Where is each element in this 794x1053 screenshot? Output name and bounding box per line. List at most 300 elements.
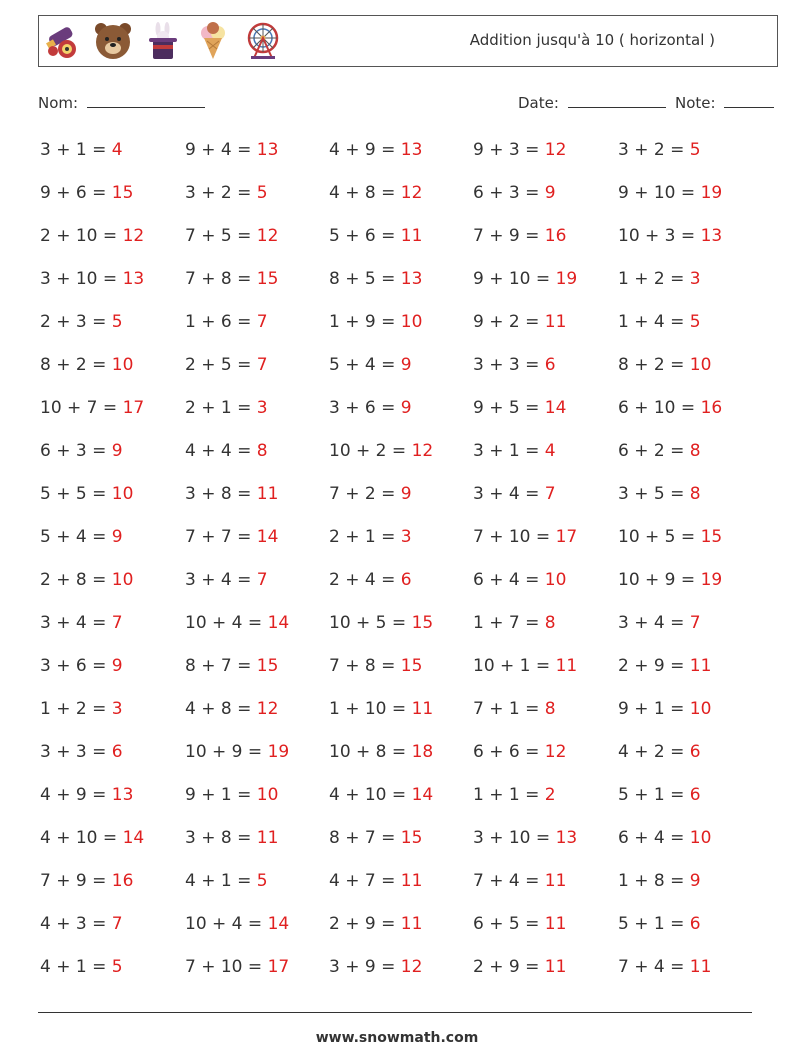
problem-answer: 10 bbox=[689, 355, 712, 375]
problem-row bbox=[40, 355, 780, 398]
problem-row bbox=[40, 441, 780, 484]
problem-expression: 10 + 5 = bbox=[618, 527, 701, 547]
problem-expression: 10 + 3 = bbox=[618, 226, 701, 246]
problem-expression: 9 + 1 = bbox=[185, 785, 257, 805]
problem-answer: 11 bbox=[411, 699, 434, 719]
problem-expression: 9 + 10 = bbox=[618, 183, 701, 203]
problem-item bbox=[473, 613, 556, 633]
problem-item bbox=[40, 355, 133, 375]
problem-expression: 8 + 7 = bbox=[329, 828, 401, 848]
problem-expression: 7 + 8 = bbox=[329, 656, 401, 676]
problem-item bbox=[473, 527, 577, 547]
problem-expression: 9 + 2 = bbox=[473, 312, 545, 332]
problem-answer: 13 bbox=[111, 785, 134, 805]
problem-expression: 1 + 10 = bbox=[329, 699, 412, 719]
problem-item bbox=[618, 656, 711, 676]
problem-answer: 7 bbox=[111, 914, 123, 934]
problem-expression: 10 + 1 = bbox=[473, 656, 556, 676]
problem-item bbox=[329, 785, 433, 805]
problem-answer: 10 bbox=[689, 828, 712, 848]
problem-answer: 8 bbox=[256, 441, 268, 461]
problem-expression: 4 + 10 = bbox=[329, 785, 412, 805]
problem-answer: 15 bbox=[111, 183, 134, 203]
problem-answer: 10 bbox=[256, 785, 279, 805]
problem-item bbox=[473, 226, 566, 246]
problem-answer: 19 bbox=[267, 742, 290, 762]
problem-item bbox=[618, 183, 722, 203]
problem-row bbox=[40, 183, 780, 226]
problem-row bbox=[40, 656, 780, 699]
problem-item bbox=[40, 484, 133, 504]
problem-answer: 11 bbox=[689, 957, 712, 977]
problem-item bbox=[40, 656, 123, 676]
problem-expression: 9 + 10 = bbox=[473, 269, 556, 289]
problem-item bbox=[185, 570, 268, 590]
problem-expression: 7 + 1 = bbox=[473, 699, 545, 719]
problem-answer: 5 bbox=[256, 871, 268, 891]
problem-answer: 12 bbox=[256, 699, 279, 719]
problem-answer: 2 bbox=[544, 785, 556, 805]
problem-answer: 11 bbox=[544, 312, 567, 332]
problem-item bbox=[329, 312, 422, 332]
problem-item bbox=[473, 355, 556, 375]
footer-divider bbox=[38, 1012, 752, 1013]
problem-row bbox=[40, 742, 780, 785]
problem-answer: 7 bbox=[689, 613, 701, 633]
problem-expression: 7 + 9 = bbox=[40, 871, 112, 891]
problem-item bbox=[185, 183, 268, 203]
problem-answer: 6 bbox=[400, 570, 412, 590]
problem-expression: 1 + 2 = bbox=[618, 269, 690, 289]
problem-item bbox=[185, 914, 289, 934]
problem-expression: 7 + 10 = bbox=[473, 527, 556, 547]
problem-item bbox=[40, 269, 144, 289]
problem-expression: 1 + 7 = bbox=[473, 613, 545, 633]
problem-item bbox=[618, 355, 711, 375]
problem-answer: 9 bbox=[111, 441, 123, 461]
problem-expression: 7 + 8 = bbox=[185, 269, 257, 289]
problem-item bbox=[473, 871, 566, 891]
problem-expression: 3 + 3 = bbox=[40, 742, 112, 762]
problem-item bbox=[329, 742, 433, 762]
ferris-wheel-icon bbox=[243, 21, 283, 61]
problem-expression: 7 + 10 = bbox=[185, 957, 268, 977]
problem-item bbox=[329, 570, 412, 590]
problem-expression: 6 + 3 = bbox=[40, 441, 112, 461]
problem-expression: 1 + 6 = bbox=[185, 312, 257, 332]
problem-answer: 3 bbox=[256, 398, 268, 418]
problem-expression: 5 + 4 = bbox=[40, 527, 112, 547]
problem-item bbox=[618, 398, 722, 418]
problem-expression: 8 + 2 = bbox=[40, 355, 112, 375]
problem-answer: 11 bbox=[256, 484, 279, 504]
problem-item bbox=[329, 484, 412, 504]
problem-expression: 6 + 10 = bbox=[618, 398, 701, 418]
problem-answer: 8 bbox=[689, 441, 701, 461]
footer-website: www.snowmath.com bbox=[315, 1030, 479, 1046]
problem-item bbox=[329, 398, 412, 418]
problem-item bbox=[618, 312, 701, 332]
problem-item bbox=[40, 312, 123, 332]
problem-item bbox=[473, 656, 577, 676]
problem-answer: 11 bbox=[555, 656, 578, 676]
problem-row bbox=[40, 785, 780, 828]
problem-row bbox=[40, 699, 780, 742]
problem-answer: 5 bbox=[111, 312, 123, 332]
problem-expression: 3 + 3 = bbox=[473, 355, 545, 375]
problem-item bbox=[185, 398, 268, 418]
problem-expression: 2 + 9 = bbox=[329, 914, 401, 934]
date-field[interactable] bbox=[518, 93, 666, 112]
problem-answer: 15 bbox=[256, 656, 279, 676]
problem-answer: 9 bbox=[400, 484, 412, 504]
problem-item bbox=[618, 742, 701, 762]
problem-expression: 7 + 7 = bbox=[185, 527, 257, 547]
problem-expression: 3 + 10 = bbox=[473, 828, 556, 848]
problem-expression: 3 + 8 = bbox=[185, 484, 257, 504]
problem-item bbox=[329, 699, 433, 719]
problem-expression: 3 + 4 = bbox=[473, 484, 545, 504]
problem-answer: 14 bbox=[122, 828, 145, 848]
problem-expression: 3 + 6 = bbox=[329, 398, 401, 418]
problem-expression: 7 + 9 = bbox=[473, 226, 545, 246]
problem-item bbox=[473, 742, 566, 762]
problem-answer: 11 bbox=[544, 871, 567, 891]
problem-item bbox=[40, 226, 144, 246]
problem-expression: 9 + 6 = bbox=[40, 183, 112, 203]
problem-expression: 9 + 1 = bbox=[618, 699, 690, 719]
problem-item bbox=[473, 398, 566, 418]
note-label: Note: bbox=[675, 94, 716, 112]
problem-expression: 10 + 4 = bbox=[185, 613, 268, 633]
problem-item bbox=[185, 871, 268, 891]
problem-expression: 8 + 7 = bbox=[185, 656, 257, 676]
problem-answer: 12 bbox=[400, 183, 423, 203]
problem-answer: 9 bbox=[111, 656, 123, 676]
note-blank[interactable] bbox=[724, 93, 774, 108]
problem-item bbox=[40, 785, 133, 805]
problem-expression: 3 + 6 = bbox=[40, 656, 112, 676]
problem-answer: 7 bbox=[256, 312, 268, 332]
problem-row bbox=[40, 828, 780, 871]
problem-answer: 10 bbox=[111, 484, 134, 504]
problem-item bbox=[473, 140, 566, 160]
problem-item bbox=[618, 785, 701, 805]
problem-item bbox=[618, 871, 701, 891]
problem-answer: 15 bbox=[411, 613, 434, 633]
problem-answer: 3 bbox=[111, 699, 123, 719]
problem-expression: 5 + 1 = bbox=[618, 914, 690, 934]
problem-answer: 6 bbox=[111, 742, 123, 762]
problem-item bbox=[40, 613, 123, 633]
problem-answer: 12 bbox=[122, 226, 145, 246]
problem-expression: 4 + 4 = bbox=[185, 441, 257, 461]
problem-answer: 13 bbox=[256, 140, 279, 160]
problem-answer: 4 bbox=[544, 441, 556, 461]
problem-row bbox=[40, 957, 780, 1000]
problem-answer: 16 bbox=[700, 398, 723, 418]
problem-item bbox=[40, 914, 123, 934]
problem-item bbox=[329, 613, 433, 633]
problem-item bbox=[185, 656, 278, 676]
name-field[interactable] bbox=[38, 93, 205, 112]
problem-expression: 4 + 2 = bbox=[618, 742, 690, 762]
problem-answer: 12 bbox=[544, 140, 567, 160]
date-label: Date: bbox=[518, 94, 559, 112]
problem-answer: 13 bbox=[400, 269, 423, 289]
problem-expression: 3 + 9 = bbox=[329, 957, 401, 977]
problem-item bbox=[618, 957, 711, 977]
problem-answer: 5 bbox=[689, 140, 701, 160]
problem-item bbox=[40, 398, 144, 418]
problem-item bbox=[473, 269, 577, 289]
problem-answer: 14 bbox=[411, 785, 434, 805]
problem-expression: 4 + 8 = bbox=[329, 183, 401, 203]
problem-expression: 1 + 8 = bbox=[618, 871, 690, 891]
problem-expression: 2 + 4 = bbox=[329, 570, 401, 590]
problem-answer: 7 bbox=[544, 484, 556, 504]
problem-answer: 10 bbox=[544, 570, 567, 590]
problem-expression: 6 + 6 = bbox=[473, 742, 545, 762]
problem-expression: 3 + 5 = bbox=[618, 484, 690, 504]
problem-answer: 13 bbox=[555, 828, 578, 848]
magic-hat-icon bbox=[143, 21, 183, 61]
problem-expression: 7 + 5 = bbox=[185, 226, 257, 246]
problem-answer: 12 bbox=[544, 742, 567, 762]
problem-row bbox=[40, 484, 780, 527]
problem-answer: 6 bbox=[689, 914, 701, 934]
problem-answer: 13 bbox=[122, 269, 145, 289]
problem-item bbox=[473, 441, 556, 461]
problem-answer: 5 bbox=[256, 183, 268, 203]
problem-answer: 19 bbox=[700, 570, 723, 590]
problem-item bbox=[618, 226, 722, 246]
problem-answer: 9 bbox=[111, 527, 123, 547]
problem-row bbox=[40, 140, 780, 183]
problem-expression: 1 + 1 = bbox=[473, 785, 545, 805]
problem-item bbox=[40, 828, 144, 848]
problem-expression: 1 + 9 = bbox=[329, 312, 401, 332]
problem-item bbox=[618, 570, 722, 590]
problem-expression: 3 + 2 = bbox=[185, 183, 257, 203]
problem-item bbox=[40, 140, 123, 160]
problem-expression: 2 + 5 = bbox=[185, 355, 257, 375]
problem-expression: 6 + 2 = bbox=[618, 441, 690, 461]
problem-item bbox=[329, 871, 422, 891]
problem-expression: 7 + 4 = bbox=[618, 957, 690, 977]
problem-expression: 2 + 1 = bbox=[329, 527, 401, 547]
note-field[interactable] bbox=[675, 93, 774, 112]
problem-answer: 6 bbox=[689, 785, 701, 805]
problem-item bbox=[185, 742, 289, 762]
problem-item bbox=[40, 441, 123, 461]
problem-answer: 14 bbox=[267, 613, 290, 633]
problem-expression: 10 + 7 = bbox=[40, 398, 123, 418]
problem-expression: 3 + 4 = bbox=[40, 613, 112, 633]
problem-row bbox=[40, 269, 780, 312]
problem-item bbox=[618, 527, 722, 547]
problem-expression: 9 + 5 = bbox=[473, 398, 545, 418]
problem-expression: 3 + 8 = bbox=[185, 828, 257, 848]
problem-answer: 9 bbox=[400, 355, 412, 375]
problem-row bbox=[40, 613, 780, 656]
problem-expression: 1 + 4 = bbox=[618, 312, 690, 332]
problem-answer: 18 bbox=[411, 742, 434, 762]
problem-row bbox=[40, 570, 780, 613]
problem-item bbox=[40, 527, 123, 547]
problem-item bbox=[473, 785, 556, 805]
ice-cream-icon bbox=[193, 21, 233, 61]
problem-expression: 10 + 2 = bbox=[329, 441, 412, 461]
problem-answer: 9 bbox=[400, 398, 412, 418]
problem-expression: 3 + 4 = bbox=[185, 570, 257, 590]
problem-item bbox=[185, 957, 289, 977]
problem-expression: 9 + 3 = bbox=[473, 140, 545, 160]
worksheet-title: Addition jusqu'à 10 ( horizontal ) bbox=[469, 31, 715, 49]
problem-answer: 13 bbox=[400, 140, 423, 160]
problem-expression: 2 + 9 = bbox=[473, 957, 545, 977]
problem-row bbox=[40, 871, 780, 914]
problem-answer: 8 bbox=[544, 699, 556, 719]
problem-item bbox=[185, 613, 289, 633]
problem-answer: 11 bbox=[689, 656, 712, 676]
problem-item bbox=[40, 742, 123, 762]
problem-answer: 19 bbox=[700, 183, 723, 203]
problem-expression: 6 + 4 = bbox=[618, 828, 690, 848]
problem-expression: 5 + 1 = bbox=[618, 785, 690, 805]
problem-answer: 6 bbox=[544, 355, 556, 375]
problem-item bbox=[618, 828, 711, 848]
problem-item bbox=[473, 914, 566, 934]
problem-answer: 8 bbox=[544, 613, 556, 633]
problem-expression: 6 + 5 = bbox=[473, 914, 545, 934]
problem-expression: 4 + 3 = bbox=[40, 914, 112, 934]
problem-expression: 4 + 10 = bbox=[40, 828, 123, 848]
problem-answer: 11 bbox=[544, 957, 567, 977]
problem-answer: 10 bbox=[689, 699, 712, 719]
problem-row bbox=[40, 226, 780, 269]
problem-answer: 11 bbox=[400, 914, 423, 934]
problem-expression: 10 + 4 = bbox=[185, 914, 268, 934]
problem-answer: 11 bbox=[256, 828, 279, 848]
problem-expression: 4 + 7 = bbox=[329, 871, 401, 891]
header-icons bbox=[43, 21, 283, 61]
problem-answer: 15 bbox=[400, 828, 423, 848]
problem-answer: 8 bbox=[689, 484, 701, 504]
problem-expression: 4 + 9 = bbox=[329, 140, 401, 160]
problem-answer: 11 bbox=[400, 226, 423, 246]
problem-answer: 14 bbox=[256, 527, 279, 547]
problem-item bbox=[185, 140, 278, 160]
problem-item bbox=[185, 484, 278, 504]
problem-expression: 3 + 1 = bbox=[40, 140, 112, 160]
problem-item bbox=[618, 613, 701, 633]
problem-expression: 3 + 1 = bbox=[473, 441, 545, 461]
problem-answer: 12 bbox=[411, 441, 434, 461]
problem-answer: 17 bbox=[122, 398, 145, 418]
problem-expression: 2 + 9 = bbox=[618, 656, 690, 676]
problem-expression: 7 + 4 = bbox=[473, 871, 545, 891]
problem-item bbox=[618, 269, 701, 289]
problem-expression: 4 + 1 = bbox=[40, 957, 112, 977]
problem-answer: 14 bbox=[267, 914, 290, 934]
problem-item bbox=[40, 699, 123, 719]
problem-expression: 8 + 5 = bbox=[329, 269, 401, 289]
problem-answer: 5 bbox=[689, 312, 701, 332]
problem-expression: 4 + 8 = bbox=[185, 699, 257, 719]
worksheet-header bbox=[38, 15, 778, 67]
problem-item bbox=[473, 570, 566, 590]
problem-expression: 10 + 8 = bbox=[329, 742, 412, 762]
problem-answer: 11 bbox=[544, 914, 567, 934]
problem-item bbox=[40, 871, 133, 891]
problem-answer: 12 bbox=[256, 226, 279, 246]
problem-answer: 15 bbox=[700, 527, 723, 547]
problem-answer: 9 bbox=[689, 871, 701, 891]
name-blank[interactable] bbox=[87, 93, 205, 108]
problem-expression: 2 + 3 = bbox=[40, 312, 112, 332]
problem-item bbox=[185, 355, 268, 375]
problem-expression: 1 + 2 = bbox=[40, 699, 112, 719]
problem-answer: 10 bbox=[111, 355, 134, 375]
problem-answer: 15 bbox=[400, 656, 423, 676]
problem-expression: 3 + 4 = bbox=[618, 613, 690, 633]
bear-icon bbox=[93, 21, 133, 61]
problem-item bbox=[618, 484, 701, 504]
problem-item bbox=[473, 183, 556, 203]
problem-expression: 5 + 6 = bbox=[329, 226, 401, 246]
problem-item bbox=[329, 183, 422, 203]
problem-expression: 2 + 10 = bbox=[40, 226, 123, 246]
problem-item bbox=[329, 355, 412, 375]
problem-item bbox=[329, 527, 412, 547]
problem-expression: 9 + 4 = bbox=[185, 140, 257, 160]
date-blank[interactable] bbox=[568, 93, 666, 108]
problem-row bbox=[40, 527, 780, 570]
problem-answer: 11 bbox=[400, 871, 423, 891]
problem-item bbox=[329, 914, 422, 934]
problem-item bbox=[473, 828, 577, 848]
problem-grid bbox=[40, 140, 780, 1000]
problem-item bbox=[329, 226, 422, 246]
problem-expression: 4 + 1 = bbox=[185, 871, 257, 891]
problem-answer: 12 bbox=[400, 957, 423, 977]
problem-answer: 3 bbox=[689, 269, 701, 289]
problem-item bbox=[473, 699, 556, 719]
problem-expression: 6 + 4 = bbox=[473, 570, 545, 590]
problem-expression: 4 + 9 = bbox=[40, 785, 112, 805]
problem-answer: 16 bbox=[111, 871, 134, 891]
problem-item bbox=[473, 484, 556, 504]
problem-item bbox=[185, 312, 268, 332]
problem-answer: 5 bbox=[111, 957, 123, 977]
problem-answer: 9 bbox=[544, 183, 556, 203]
cannon-icon bbox=[43, 21, 83, 61]
problem-item bbox=[185, 699, 278, 719]
problem-item bbox=[185, 226, 278, 246]
problem-item bbox=[618, 441, 701, 461]
problem-item bbox=[618, 699, 711, 719]
problem-item bbox=[329, 140, 422, 160]
problem-answer: 7 bbox=[256, 355, 268, 375]
problem-answer: 17 bbox=[555, 527, 578, 547]
problem-item bbox=[40, 957, 123, 977]
problem-expression: 3 + 2 = bbox=[618, 140, 690, 160]
problem-item bbox=[40, 183, 133, 203]
name-label: Nom: bbox=[38, 94, 79, 112]
problem-expression: 5 + 4 = bbox=[329, 355, 401, 375]
problem-item bbox=[185, 785, 278, 805]
